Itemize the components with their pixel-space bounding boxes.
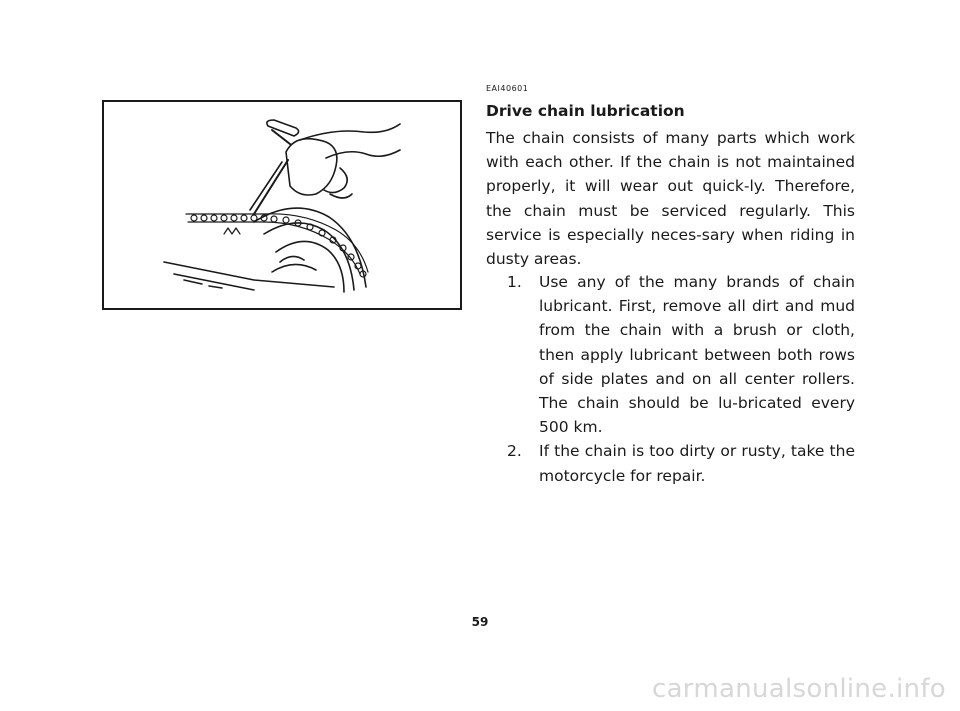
chain-lubrication-illustration	[102, 100, 462, 310]
list-item	[507, 439, 855, 487]
instruction-steps	[507, 270, 855, 488]
step-number: 1.	[507, 273, 522, 291]
watermark: carmanualsonline.info	[651, 674, 946, 704]
list-item	[507, 270, 855, 439]
page-number: 59	[471, 615, 489, 629]
step-text: If the chain is too dirty or rusty, take the motorcycle for repair.	[539, 442, 855, 485]
step-number: 2.	[507, 442, 522, 461]
step-text: Use any of the many brands of chain lubricant. First, remove all dirt and mud from the chain with a brush or cloth, then apply lubricant between both rows of side plates and on all center rollers. The chain should be lu-bricated every 500 km.	[539, 273, 855, 437]
section-heading: Drive chain lubrication	[486, 102, 685, 120]
intro-paragraph: The chain consists of many parts which work with each other. If the chain is not maintained properly, it will wear out quick-ly. Therefore, the chain must be serviced regularly. This service is especially neces-sary when riding in dusty areas.	[486, 129, 855, 269]
section-code: EAI40601	[486, 84, 529, 93]
